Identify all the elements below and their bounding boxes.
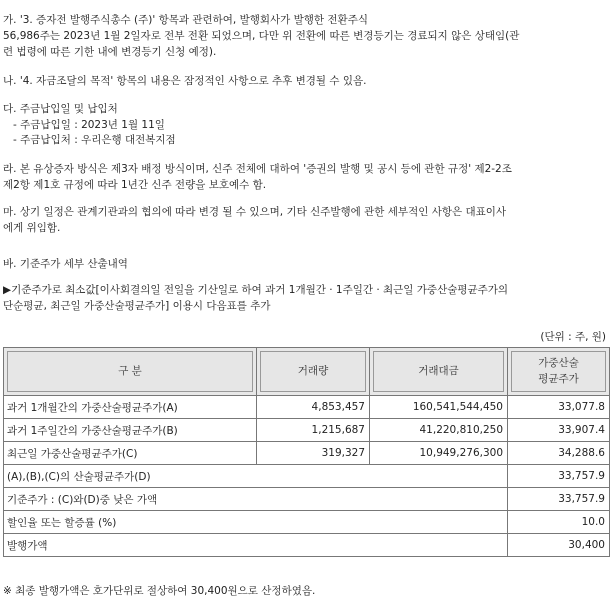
- span-row-value: 10.0: [508, 511, 610, 534]
- table-span-row: [4, 488, 610, 511]
- para-ga-line1: 가. '3. 증자전 발행주식총수 (주)' 항목과 관련하여, 발행회사가 발행한 전환주식: [3, 14, 368, 26]
- para-ra-line2: 제2항 제1호 규정에 따라 1년간 신주 전량을 보호예수 함.: [3, 179, 267, 191]
- row-volume: 1,215,687: [257, 419, 370, 442]
- span-row-value: 30,400: [508, 534, 610, 557]
- header-amount: 거래대금: [370, 348, 508, 396]
- table-row: [4, 396, 610, 419]
- reference-price-table: [3, 347, 610, 557]
- table-span-row: [4, 511, 610, 534]
- para-arrow-line2: 단순평균, 최근일 가중산술평균주가] 이용시 다음표를 추가: [3, 300, 271, 312]
- span-row-value: 33,757.9: [508, 488, 610, 511]
- para-na: 나. '4. 자금조달의 목적' 항목의 내용은 잠정적인 사항으로 추후 변경될 수 있음.: [3, 75, 367, 87]
- row-label: 과거 1주일간의 가중산술평균주가(B): [4, 419, 257, 442]
- para-da-title: 다. 주금납입일 및 납입처: [3, 103, 118, 115]
- table-span-row: [4, 534, 610, 557]
- para-da-item1: - 주금납입일 : 2023년 1월 11일: [3, 119, 165, 131]
- span-row-label: 기준주가 : (C)와(D)중 낮은 가액: [4, 488, 508, 511]
- row-label: 과거 1개월간의 가중산술평균주가(A): [4, 396, 257, 419]
- row-amount: 41,220,810,250: [370, 419, 508, 442]
- row-price: 33,907.4: [508, 419, 610, 442]
- table-row: [4, 442, 610, 465]
- header-category: 구 분: [4, 348, 257, 396]
- row-volume: 319,327: [257, 442, 370, 465]
- span-row-label: (A),(B),(C)의 산술평균주가(D): [4, 465, 508, 488]
- para-ga-line2: 56,986주는 2023년 1월 2일자로 전부 전환 되었으며, 다만 위 전환에 따른 변경등기는 경료되지 않은 상태임(관: [3, 30, 520, 42]
- para-ma-line1: 마. 상기 일정은 관계기관과의 협의에 따라 변경 될 수 있으며, 기타 신주발행에 관한 세부적인 사항은 대표이사: [3, 206, 507, 218]
- row-amount: 10,949,276,300: [370, 442, 508, 465]
- row-label: 최근일 가중산술평균주가(C): [4, 442, 257, 465]
- unit-label: (단위 : 주, 원): [540, 331, 606, 343]
- footnote: ※ 최종 발행가액은 호가단위로 절상하여 30,400원으로 산정하였음.: [3, 585, 316, 597]
- para-ga-line3: 련 법령에 따른 기한 내에 변경등기 신청 예정).: [3, 46, 217, 58]
- table-span-row: [4, 465, 610, 488]
- para-arrow-line1: ▶기준주가로 최소값[이사회결의일 전일을 기산일로 하여 과거 1개월간 · 1주일간 · 최근일 가중산술평균주가의: [3, 284, 509, 296]
- row-price: 33,077.8: [508, 396, 610, 419]
- para-ma-line2: 에게 위임함.: [3, 222, 61, 234]
- para-ra-line1: 라. 본 유상증자 방식은 제3자 배정 방식이며, 신주 전체에 대하여 '증권의 발행 및 공시 등에 관한 규정' 제2-2조: [3, 163, 512, 175]
- span-row-label: 할인율 또는 할증률 (%): [4, 511, 508, 534]
- table-row: [4, 419, 610, 442]
- row-amount: 160,541,544,450: [370, 396, 508, 419]
- para-ba-title: 바. 기준주가 세부 산출내역: [3, 258, 128, 270]
- header-weighted-avg: 가중산술 평균주가: [508, 348, 610, 396]
- span-row-label: 발행가액: [4, 534, 508, 557]
- header-volume: 거래량: [257, 348, 370, 396]
- row-price: 34,288.6: [508, 442, 610, 465]
- row-volume: 4,853,457: [257, 396, 370, 419]
- para-da-item2: - 주금납입처 : 우리은행 대전복지점: [3, 134, 176, 146]
- table-header-row: [4, 348, 610, 396]
- span-row-value: 33,757.9: [508, 465, 610, 488]
